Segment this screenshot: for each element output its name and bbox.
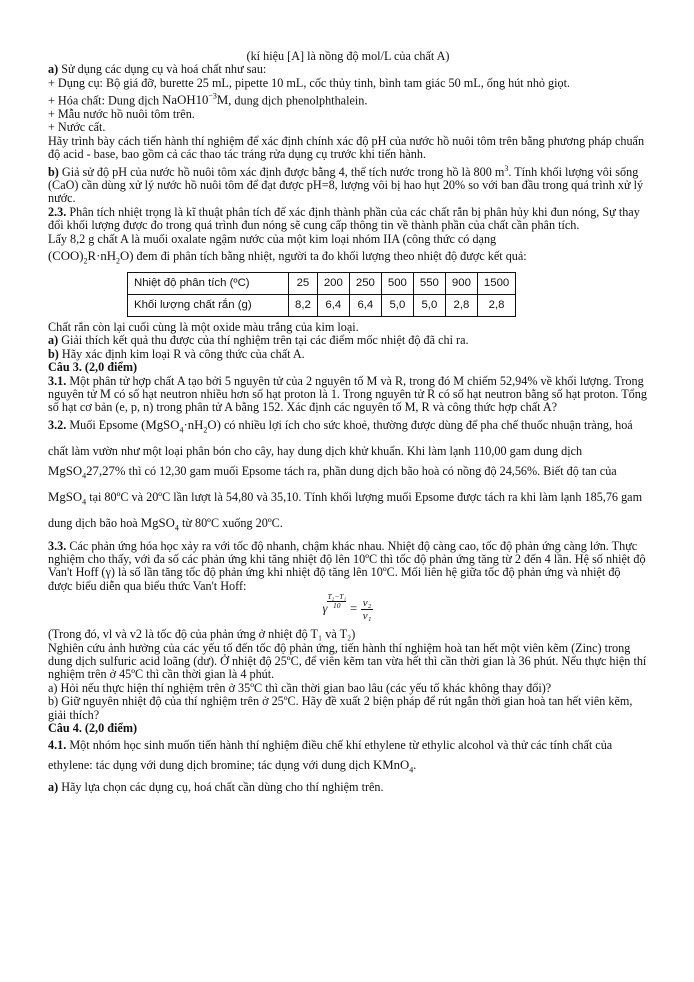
sample-line: + Mẫu nước hồ nuôi tôm trên. [48,106,195,121]
table-row-label: Nhiệt độ phân tích (ºC) [128,272,289,294]
question-4-1-a: a) Hãy lựa chọn các dụng cụ, hoá chất cần dùng cho thí nghiệm trên. [48,779,384,794]
thermal-analysis-table [127,272,516,317]
final-residue-note: Chất rắn còn lại cuối cùng là một oxide màu trắng của kim loại. [48,319,359,334]
zinc-experiment: Nghiên cứu ảnh hưởng của các yếu tố đến tốc độ phản ứng, tiến hành thí nghiệm hoà tan hết một viên kẽm (Zinc) trong dung dịch sulfuric acid loãng (dư). Ở nhiệt độ 25ºC, để viên kẽm tan vừa hết thì cần thời gian là 36 phút. Nếu thực hiện thí nghiệm trên ở 45ºC thì cần thời gian là 4 phút. [48,640,647,682]
part-b-question: b) Giả sử độ pH của nước hồ nuôi tôm xác định được bằng 4, thể tích nước trong hồ là 800 $m^3$. Tính khối lượng vôi sống (CaO) cần dùng xử lý nước hồ nuôi tôm để đạt được pH=8, lượng vôi bị hao hụt 20% so với ban đầu trong quá trình xử lý nước. [48,163,644,206]
kmno4-formula: KMnO$_4$ [372,758,414,775]
table-cell: 550 [413,272,445,294]
table-cell: 5,0 [413,294,445,316]
formula-line: $(COO)_2R\cdot nH_2O$) đem đi phân tích bằng nhiệt, người ta đo khối lượng theo nhiệt độ được kết quả: [48,249,527,266]
table-cell: 6,4 [317,294,349,316]
exam-page [48,50,648,794]
oxalate-formula: $(COO)_2R\cdot nH_2O$) [48,249,134,266]
water-line: + Nước cất. [48,120,106,135]
question-2-3-b: b) Hãy xác định kim loại R và công thức của chất A. [48,346,305,361]
part-a-text: Sử dụng các dụng cụ và hoá chất như sau: [58,62,267,77]
table-cell: 1500 [477,272,515,294]
mgso4-formula: MgSO$_4$27,27% [48,464,126,481]
table-cell: 8,2 [289,294,318,316]
table-cell: 2,8 [477,294,515,316]
section-3-2: 3.2. Muối Epsome $(MgSO_4\cdot nH_2O)$ có nhiều lợi ích cho sức khoẻ, thường được dùng để pha chế thuốc nhuận tràng, hoá chất làm vườn như một loại phân bón cho cây, hay dung dịch khử khuẩn. Khi làm lạnh 110,00 gam dung dịch MgSO$_4$27,27% thì có 12,30 gam muối Epsome tách ra, phần dung dịch bão hoà có nồng độ 24,56%. Biết độ tan của MgSO$_4$ tại 80ºC và 20ºC lần lượt là 54,80 và 35,10. Tính khối lượng muối Epsome được tách ra khi làm lạnh 185,76 gam dung dịch bão hoà MgSO$_4$ từ 80ºC xuống 20ºC. [48,417,643,533]
question-2-3-a: a) Giải thích kết quả thu được của thí nghiệm trên tại các điểm mốc nhiệt độ đã chỉ ra. [48,333,469,348]
sample-a-intro: Lấy 8,2 g chất A là muối oxalate ngậm nước của một kim loại nhóm IIA (công thức có dạng [48,231,497,246]
gamma-symbol: γ [322,601,328,616]
table-cell: 200 [317,272,349,294]
vant-hoff-formula: γ $\frac{\text{T₂−T₁}}{10}$ = $\frac{\text{v₂}}{\text{v₁}}$ [322,592,372,623]
section-3-3: 3.3. Các phản ứng hóa học xảy ra với tốc độ nhanh, chậm khác nhau. Nhiệt độ càng cao, tốc độ phản ứng càng lớn. Thực nghiệm cho thấy, với đa số các phản ứng khi tăng nhiệt độ lên 10ºC thì tốc độ phản ứng tăng từ 2 đến 4 lần. Hệ số nhiệt độ Van't Hoff (γ) là số lần tăng tốc độ phản ứng khi nhiệt độ tăng lên 10ºC. Mối liên hệ giữa tốc độ phản ứng và nhiệt độ được biểu diễn qua biểu thức Van't Hoff: [48,538,646,593]
mgso4-formula: MgSO$_4$ [140,516,179,533]
question-3-3-b: b) Giữ nguyên nhiệt độ của thí nghiệm trên ở 25ºC. Hãy đề xuất 2 biện pháp để rút ngắn thời gian hoà tan hết viên kẽm, giải thích? [48,694,633,722]
table-cell: 6,4 [349,294,381,316]
table-cell: 500 [381,272,413,294]
epsom-formula: $(MgSO_4\cdot nH_2O)$ [141,417,221,435]
section-4-1: 4.1. Một nhóm học sinh muốn tiến hành thí nghiệm điều chế khí ethylene từ ethylic alcohol và thử các tính chất của ethylene: tác dụng với dung dịch bromine; tác dụng với dung dịch KMnO$_4$. [48,738,613,775]
part-a-label: a) [48,62,59,77]
exponent-fraction: $\frac{\text{T₂−T₁}}{10}$ [327,592,347,611]
formula-legend: (Trong đó, vl và v2 là tốc độ của phản ứng ở nhiệt độ T₁ và T₂) [48,627,356,642]
naoh-formula: $NaOH10^{-3}M$ [162,92,229,108]
question-4-heading: Câu 4. (2,0 điểm) [48,720,138,735]
section-2-3: 2.3. Phân tích nhiệt trọng là kĩ thuật phân tích để xác định thành phần của các chất rắn bị phân hủy khi đun nóng, Sự thay đổi khối lượng được đo trong quá trình đun nóng sẽ cung cấp thông tin về thành phần của chất cần phân tích. [48,204,640,233]
table-row-temperature [128,272,516,294]
table-cell: 5,0 [381,294,413,316]
equipment-line: + Dụng cụ: Bộ giá đỡ, burette 25 mL, pipette 10 mL, cốc thủy tinh, bình tam giác 50 mL, ống hút nhỏ giọt. [48,75,571,90]
table-cell: 25 [289,272,318,294]
chemicals-line: + Hóa chất: Dung dịch $NaOH10^{-3}M$, dung dịch phenolphthalein. [48,92,368,108]
table-cell: 250 [349,272,381,294]
table-row-mass [128,294,516,316]
procedure-request: Hãy trình bày cách tiến hành thí nghiệm để xác định chính xác độ pH của nước hồ nuôi tôm trên bằng phương pháp chuẩn độ acid - base, bao gồm cả các thao tác tráng rửa dụng cụ trước khi tiến hành. [48,133,645,162]
question-3-3-a: a) Hỏi nếu thực hiện thí nghiệm trên ở 35ºC thì cần thời gian bao lâu (các yếu tố khác không thay đổi)? [48,680,552,695]
notation-note: (kí hiệu [A] là nồng độ mol/L của chất A) [246,49,450,63]
question-3-heading: Câu 3. (2,0 điểm) [48,360,138,375]
table-row-label: Khối lượng chất rắn (g) [128,294,289,316]
rate-ratio: $\frac{\text{v₂}}{\text{v₁}}$ [362,597,372,623]
mgso4-formula: MgSO$_4$ [48,490,87,507]
table-cell: 900 [445,272,477,294]
part-a-heading [48,63,648,76]
section-3-1: 3.1. Một phân tử hợp chất A tạo bởi 5 nguyên tử của 2 nguyên tố M và R, trong đó M chiếm 52,94% về khối lượng. Trong nguyên tử M có số hạt neutron nhiều hơn số hạt proton là 1. Trong nguyên tử R có số hạt neutron bằng số hạt proton. Tổng số hạt cơ bản (e, p, n) trong phân tử A bằng 152. Xác định các nguyên tố M, R và công thức hợp chất A? [48,373,647,415]
table-cell: 2,8 [445,294,477,316]
